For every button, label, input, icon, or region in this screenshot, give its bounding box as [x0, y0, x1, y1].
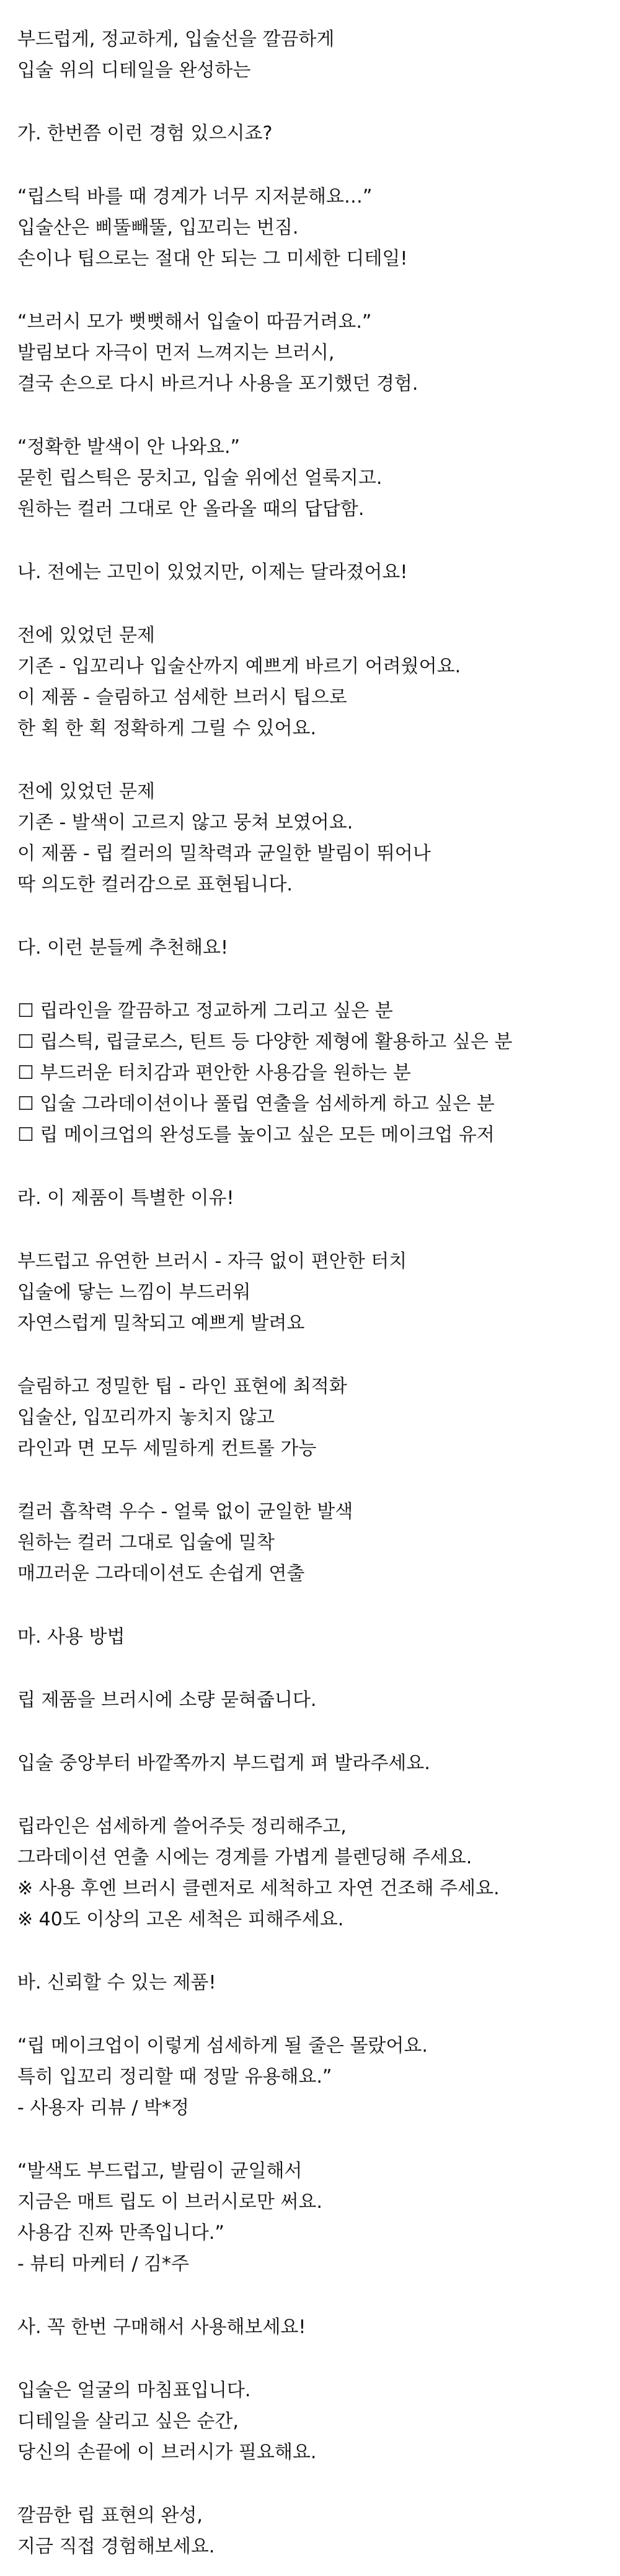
spacer — [17, 2343, 613, 2375]
pain-point-line: “정확한 발색이 안 나와요.” — [17, 436, 241, 458]
spacer — [17, 525, 613, 557]
testimonial-line: “발색도 부드럽고, 발림이 균일해서 — [17, 2160, 303, 2182]
spacer — [17, 149, 613, 182]
closing-line: 당신의 손끝에 이 브러시가 필요해요. — [17, 2442, 317, 2463]
spacer — [17, 2124, 613, 2156]
closing-line: 디테일을 살리고 싶은 순간, — [17, 2411, 239, 2432]
usage-note-line: ※ 40도 이상의 고온 세척은 피해주세요. — [17, 1909, 344, 1930]
spacer — [17, 1779, 613, 1811]
spacer — [17, 1589, 613, 1622]
comparison-line: 이 제품 - 립 컬러의 밀착력과 균일한 발림이 뛰어나 — [17, 843, 431, 864]
spacer — [17, 900, 613, 933]
section-heading-sa: 사. 꼭 한번 구매해서 사용해보세요! — [17, 2316, 306, 2338]
recommendation-item: ☐ 립라인을 깔끔하고 정교하게 그리고 싶은 분 — [17, 1000, 393, 1022]
section-heading-na: 나. 전에는 고민이 있었지만, 이제는 달라졌어요! — [17, 561, 408, 583]
intro-line: 입술 위의 디테일을 완성하는 — [17, 59, 251, 81]
recommendation-item: ☐ 입술 그라데이션이나 풀립 연출을 섬세하게 하고 싶은 분 — [17, 1093, 495, 1115]
comparison-line: 전에 있었던 문제 — [17, 625, 155, 646]
recommendation-item: ☐ 립스틱, 립글로스, 틴트 등 다양한 제형에 활용하고 싶은 분 — [17, 1031, 513, 1053]
section-heading-ra: 라. 이 제품이 특별한 이유! — [17, 1187, 234, 1209]
intro-line: 부드럽게, 정교하게, 입술선을 깔끔하게 — [17, 29, 335, 50]
feature-line: 원하는 컬러 그대로 입술에 밀착 — [17, 1532, 275, 1554]
spacer — [17, 744, 613, 776]
comparison-line: 기존 - 발색이 고르지 않고 뭉쳐 보였어요. — [17, 812, 353, 833]
spacer — [17, 1464, 613, 1497]
feature-line: 컬러 흡착력 우수 - 얼룩 없이 균일한 발색 — [17, 1501, 353, 1523]
section-heading-ga: 가. 한번쯤 이런 경험 있으시죠? — [17, 123, 273, 144]
usage-step-line: 그라데이션 연출 시에는 경계를 가볍게 블렌딩해 주세요. — [17, 1847, 472, 1868]
spacer — [17, 588, 613, 620]
testimonial-author: - 사용자 리뷰 / 박*정 — [17, 2097, 189, 2119]
spacer — [17, 2468, 613, 2500]
comparison-line: 한 획 한 획 정확하게 그릴 수 있어요. — [17, 718, 317, 739]
usage-step-line: 립 제품을 브러시에 소량 묻혀줍니다. — [17, 1689, 317, 1711]
feature-line: 라인과 면 모두 세밀하게 컨트롤 가능 — [17, 1438, 317, 1459]
spacer — [17, 1653, 613, 1685]
spacer — [17, 275, 613, 307]
pain-point-line: 원하는 컬러 그대로 안 올라올 때의 답답함. — [17, 498, 365, 520]
usage-note-line: ※ 사용 후엔 브러시 클렌저로 세척하고 자연 건조해 주세요. — [17, 1878, 500, 1899]
pain-point-line: “브러시 모가 뻣뻣해서 입술이 따끔거려요.” — [17, 311, 372, 333]
pain-point-line: 묻힌 립스틱은 뭉치고, 입술 위에선 얼룩지고. — [17, 467, 383, 489]
comparison-line: 이 제품 - 슬림하고 섬세한 브러시 팁으로 — [17, 687, 347, 708]
spacer — [17, 1339, 613, 1371]
usage-step-line: 입술 중앙부터 바깥쪽까지 부드럽게 펴 발라주세요. — [17, 1752, 430, 1774]
testimonial-line: 특히 입꼬리 정리할 때 정말 유용해요.” — [17, 2066, 332, 2088]
feature-line: 입술에 닿는 느낌이 부드러워 — [17, 1281, 251, 1303]
section-heading-ma: 마. 사용 방법 — [17, 1626, 125, 1648]
feature-line: 매끄러운 그라데이션도 손쉽게 연출 — [17, 1563, 305, 1585]
pain-point-line: “립스틱 바를 때 경계가 너무 지저분해요…” — [17, 186, 373, 208]
feature-line: 입술산, 입꼬리까지 놓치지 않고 — [17, 1407, 275, 1428]
spacer — [17, 1935, 613, 1967]
spacer — [17, 1151, 613, 1183]
comparison-line: 딱 의도한 컬러감으로 표현됩니다. — [17, 874, 293, 895]
pain-point-line: 결국 손으로 다시 바르거나 사용을 포기했던 경험. — [17, 373, 418, 395]
usage-step-line: 립라인은 섬세하게 쓸어주듯 정리해주고, — [17, 1816, 347, 1837]
feature-line: 부드럽고 유연한 브러시 - 자극 없이 편안한 터치 — [17, 1251, 407, 1272]
comparison-line: 기존 - 입꼬리나 입술산까지 예쁘게 바르기 어려웠어요. — [17, 656, 461, 677]
spacer — [17, 86, 613, 118]
closing-line: 깔끔한 립 표현의 완성, — [17, 2505, 203, 2526]
testimonial-author: - 뷰티 마케터 / 김*주 — [17, 2253, 189, 2275]
feature-line: 자연스럽게 밀착되고 예쁘게 발려요 — [17, 1312, 305, 1334]
pain-point-line: 입술산은 삐뚤빼뚤, 입꼬리는 번짐. — [17, 217, 299, 239]
product-description — [17, 24, 613, 2562]
spacer — [17, 400, 613, 432]
closing-line: 입술은 얼굴의 마침표입니다. — [17, 2380, 251, 2401]
testimonial-line: 사용감 진짜 만족입니다.” — [17, 2222, 224, 2244]
feature-line: 슬림하고 정밀한 팁 - 라인 표현에 최적화 — [17, 1376, 347, 1397]
recommendation-item: ☐ 립 메이크업의 완성도를 높이고 싶은 모든 메이크업 유저 — [17, 1124, 495, 1146]
spacer — [17, 1998, 613, 2031]
spacer — [17, 1214, 613, 1246]
closing-line: 지금 직접 경험해보세요. — [17, 2536, 215, 2557]
pain-point-line: 발림보다 자극이 먼저 느껴지는 브러시, — [17, 342, 335, 364]
spacer — [17, 964, 613, 996]
testimonial-line: “립 메이크업이 이렇게 섬세하게 될 줄은 몰랐어요. — [17, 2035, 428, 2057]
testimonial-line: 지금은 매트 립도 이 브러시로만 써요. — [17, 2191, 322, 2213]
pain-point-line: 손이나 팁으로는 절대 안 되는 그 미세한 디테일! — [17, 248, 408, 270]
comparison-line: 전에 있었던 문제 — [17, 781, 155, 802]
section-heading-da: 다. 이런 분들께 추천해요! — [17, 937, 228, 959]
section-heading-ba: 바. 신뢰할 수 있는 제품! — [17, 1972, 216, 1994]
recommendation-item: ☐ 부드러운 터치감과 편안한 사용감을 원하는 분 — [17, 1062, 411, 1084]
spacer — [17, 1716, 613, 1748]
spacer — [17, 2280, 613, 2312]
